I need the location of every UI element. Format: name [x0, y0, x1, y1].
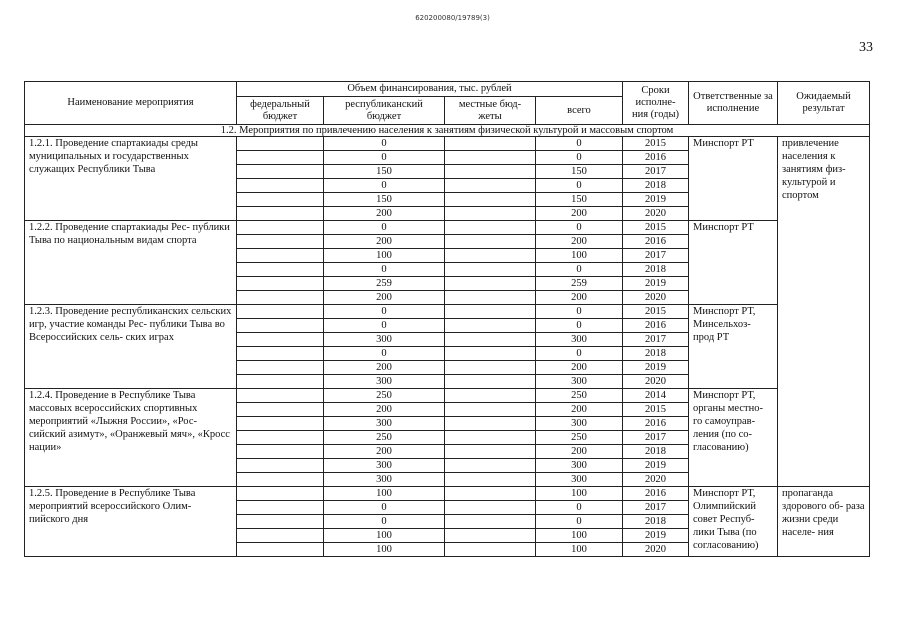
- header-terms: Сроки исполне- ния (годы): [623, 82, 689, 125]
- cell-total: 100: [536, 543, 623, 557]
- cell-total: 300: [536, 473, 623, 487]
- cell-year: 2018: [623, 347, 689, 361]
- cell-total: 150: [536, 165, 623, 179]
- cell-local: [445, 543, 536, 557]
- cell-local: [445, 403, 536, 417]
- cell-local: [445, 179, 536, 193]
- cell-local: [445, 305, 536, 319]
- header-responsible: Ответственные за исполнение: [689, 82, 778, 125]
- cell-local: [445, 473, 536, 487]
- table-row: [25, 389, 870, 403]
- cell-local: [445, 193, 536, 207]
- cell-total: 300: [536, 459, 623, 473]
- cell-year: 2016: [623, 487, 689, 501]
- cell-total: 200: [536, 235, 623, 249]
- cell-federal: [237, 403, 324, 417]
- cell-republic: 100: [324, 487, 445, 501]
- cell-year: 2020: [623, 543, 689, 557]
- cell-republic: 0: [324, 319, 445, 333]
- cell-federal: [237, 529, 324, 543]
- table-row: [25, 137, 870, 151]
- cell-total: 0: [536, 305, 623, 319]
- cell-local: [445, 207, 536, 221]
- cell-federal: [237, 277, 324, 291]
- cell-federal: [237, 305, 324, 319]
- cell-total: 0: [536, 151, 623, 165]
- cell-republic: 100: [324, 249, 445, 263]
- cell-local: [445, 515, 536, 529]
- cell-republic: 0: [324, 515, 445, 529]
- cell-total: 0: [536, 319, 623, 333]
- cell-local: [445, 487, 536, 501]
- cell-total: 250: [536, 431, 623, 445]
- activity-name: 1.2.2. Проведение спартакиады Рес- публики Тыва по национальным видам спорта: [25, 221, 237, 305]
- cell-local: [445, 431, 536, 445]
- cell-republic: 100: [324, 529, 445, 543]
- cell-total: 100: [536, 529, 623, 543]
- cell-local: [445, 137, 536, 151]
- cell-total: 0: [536, 263, 623, 277]
- cell-local: [445, 501, 536, 515]
- cell-year: 2017: [623, 249, 689, 263]
- responsible-cell: Минспорт РТ, Олимпийский совет Респуб- лики Тыва (по согласованию): [689, 487, 778, 557]
- cell-local: [445, 445, 536, 459]
- cell-republic: 300: [324, 459, 445, 473]
- cell-federal: [237, 361, 324, 375]
- cell-year: 2019: [623, 277, 689, 291]
- cell-local: [445, 389, 536, 403]
- cell-year: 2018: [623, 515, 689, 529]
- cell-total: 300: [536, 333, 623, 347]
- cell-republic: 250: [324, 431, 445, 445]
- cell-total: 259: [536, 277, 623, 291]
- cell-republic: 0: [324, 305, 445, 319]
- cell-federal: [237, 445, 324, 459]
- cell-federal: [237, 319, 324, 333]
- cell-total: 150: [536, 193, 623, 207]
- cell-federal: [237, 249, 324, 263]
- header-result: Ожидаемый результат: [778, 82, 870, 125]
- cell-federal: [237, 263, 324, 277]
- cell-republic: 150: [324, 165, 445, 179]
- section-title: 1.2. Мероприятия по привлечению населения к занятиям физической культурой и массовым спортом: [25, 125, 870, 137]
- responsible-cell: Минспорт РТ, Минсельхоз- прод РТ: [689, 305, 778, 389]
- cell-total: 200: [536, 445, 623, 459]
- cell-federal: [237, 417, 324, 431]
- cell-local: [445, 221, 536, 235]
- cell-total: 300: [536, 417, 623, 431]
- cell-local: [445, 459, 536, 473]
- cell-federal: [237, 375, 324, 389]
- cell-republic: 100: [324, 543, 445, 557]
- cell-federal: [237, 235, 324, 249]
- header-republic: республиканский бюджет: [324, 97, 445, 125]
- cell-total: 0: [536, 221, 623, 235]
- cell-republic: 0: [324, 137, 445, 151]
- document-id: 620200080/19789(3): [415, 14, 490, 22]
- cell-local: [445, 319, 536, 333]
- cell-federal: [237, 137, 324, 151]
- header-name: Наименование мероприятия: [25, 82, 237, 125]
- cell-local: [445, 529, 536, 543]
- cell-total: 250: [536, 389, 623, 403]
- cell-year: 2016: [623, 151, 689, 165]
- cell-federal: [237, 515, 324, 529]
- cell-year: 2016: [623, 417, 689, 431]
- cell-federal: [237, 291, 324, 305]
- cell-republic: 200: [324, 403, 445, 417]
- cell-federal: [237, 347, 324, 361]
- cell-republic: 200: [324, 235, 445, 249]
- cell-year: 2019: [623, 529, 689, 543]
- cell-year: 2017: [623, 165, 689, 179]
- cell-federal: [237, 473, 324, 487]
- table-row: [25, 487, 870, 501]
- page-number: 33: [859, 40, 873, 55]
- cell-year: 2019: [623, 193, 689, 207]
- cell-year: 2015: [623, 137, 689, 151]
- table-row: [25, 305, 870, 319]
- cell-year: 2020: [623, 207, 689, 221]
- cell-federal: [237, 487, 324, 501]
- cell-local: [445, 165, 536, 179]
- cell-republic: 300: [324, 473, 445, 487]
- cell-local: [445, 347, 536, 361]
- cell-year: 2014: [623, 389, 689, 403]
- cell-federal: [237, 221, 324, 235]
- cell-total: 200: [536, 207, 623, 221]
- cell-local: [445, 291, 536, 305]
- cell-total: 0: [536, 137, 623, 151]
- activity-name: 1.2.3. Проведение республиканских сельских игр, участие команды Рес- публики Тыва во Всероссийских сель- ских играх: [25, 305, 237, 389]
- cell-year: 2017: [623, 431, 689, 445]
- cell-federal: [237, 179, 324, 193]
- header-total: всего: [536, 97, 623, 125]
- cell-total: 200: [536, 361, 623, 375]
- cell-republic: 0: [324, 347, 445, 361]
- cell-local: [445, 263, 536, 277]
- responsible-cell: Минспорт РТ: [689, 137, 778, 221]
- cell-federal: [237, 389, 324, 403]
- cell-federal: [237, 207, 324, 221]
- activity-name: 1.2.5. Проведение в Республике Тыва мероприятий всероссийского Олим- пийского дня: [25, 487, 237, 557]
- header-financing: Объем финансирования, тыс. рублей: [237, 82, 623, 97]
- cell-year: 2015: [623, 221, 689, 235]
- cell-year: 2020: [623, 375, 689, 389]
- cell-year: 2016: [623, 319, 689, 333]
- cell-republic: 300: [324, 375, 445, 389]
- cell-year: 2017: [623, 501, 689, 515]
- cell-total: 300: [536, 375, 623, 389]
- cell-local: [445, 333, 536, 347]
- cell-federal: [237, 431, 324, 445]
- cell-republic: 0: [324, 263, 445, 277]
- cell-federal: [237, 543, 324, 557]
- cell-year: 2016: [623, 235, 689, 249]
- cell-total: 0: [536, 347, 623, 361]
- cell-republic: 200: [324, 207, 445, 221]
- cell-year: 2018: [623, 179, 689, 193]
- cell-local: [445, 151, 536, 165]
- cell-total: 100: [536, 249, 623, 263]
- activity-name: 1.2.4. Проведение в Республике Тыва массовых всероссийских спортивных мероприятий «Лыжня России», «Рос- сийский азимут», «Оранжевый мяч», «Кросс нации»: [25, 389, 237, 487]
- expected-result-cell: пропаганда здорового об- раза жизни среди населе- ния: [778, 487, 870, 557]
- cell-year: 2018: [623, 263, 689, 277]
- cell-year: 2018: [623, 445, 689, 459]
- cell-republic: 0: [324, 221, 445, 235]
- cell-local: [445, 277, 536, 291]
- cell-year: 2019: [623, 361, 689, 375]
- financing-table: [24, 81, 870, 557]
- cell-local: [445, 375, 536, 389]
- cell-total: 200: [536, 291, 623, 305]
- cell-republic: 0: [324, 179, 445, 193]
- cell-federal: [237, 165, 324, 179]
- cell-year: 2019: [623, 459, 689, 473]
- cell-republic: 0: [324, 501, 445, 515]
- cell-total: 0: [536, 515, 623, 529]
- expected-result-cell: привлечение населения к занятиям физ- культурой и спортом: [778, 137, 870, 487]
- cell-federal: [237, 459, 324, 473]
- cell-republic: 0: [324, 151, 445, 165]
- cell-total: 200: [536, 403, 623, 417]
- cell-federal: [237, 193, 324, 207]
- cell-total: 0: [536, 179, 623, 193]
- cell-local: [445, 249, 536, 263]
- responsible-cell: Минспорт РТ: [689, 221, 778, 305]
- cell-republic: 200: [324, 445, 445, 459]
- cell-republic: 250: [324, 389, 445, 403]
- cell-local: [445, 235, 536, 249]
- responsible-cell: Минспорт РТ, органы местно- го самоуправ- ления (по со- гласованию): [689, 389, 778, 487]
- cell-year: 2020: [623, 291, 689, 305]
- cell-year: 2015: [623, 403, 689, 417]
- activity-name: 1.2.1. Проведение спартакиады среды муниципальных и государственных служащих Республики Тыва: [25, 137, 237, 221]
- cell-federal: [237, 333, 324, 347]
- cell-republic: 200: [324, 361, 445, 375]
- cell-year: 2017: [623, 333, 689, 347]
- cell-federal: [237, 151, 324, 165]
- cell-federal: [237, 501, 324, 515]
- table-row: [25, 221, 870, 235]
- cell-republic: 150: [324, 193, 445, 207]
- cell-republic: 259: [324, 277, 445, 291]
- cell-republic: 200: [324, 291, 445, 305]
- cell-local: [445, 361, 536, 375]
- cell-year: 2015: [623, 305, 689, 319]
- header-local: местные бюд- жеты: [445, 97, 536, 125]
- cell-year: 2020: [623, 473, 689, 487]
- cell-local: [445, 417, 536, 431]
- cell-republic: 300: [324, 417, 445, 431]
- cell-total: 0: [536, 501, 623, 515]
- header-federal: федеральный бюджет: [237, 97, 324, 125]
- cell-total: 100: [536, 487, 623, 501]
- cell-republic: 300: [324, 333, 445, 347]
